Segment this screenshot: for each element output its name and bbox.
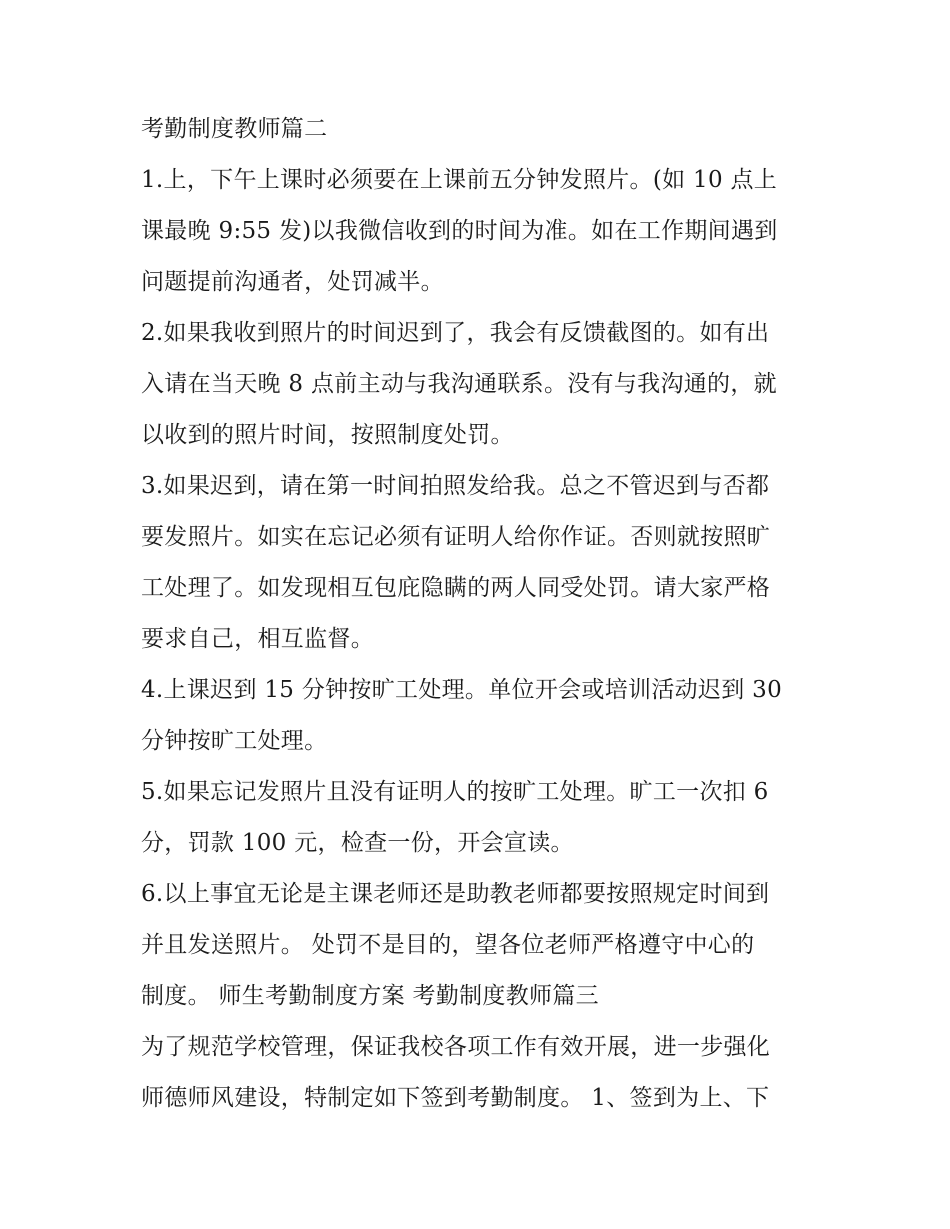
text-line: 1.上，下午上课时必须要在上课前五分钟发照片。(如 10 点上 (141, 167, 778, 193)
text-line: 师德师风建设，特制定如下签到考勤制度。 1、签到为上、下 (141, 1085, 770, 1111)
text-line: 5.如果忘记发照片且没有证明人的按旷工处理。旷工一次扣 6 (141, 779, 769, 805)
text-line: 工处理了。如发现相互包庇隐瞒的两人同受处罚。请大家严格 (141, 575, 771, 601)
text-line: 2.如果我收到照片的时间迟到了，我会有反馈截图的。如有出 (141, 320, 770, 346)
document-body (141, 104, 831, 1124)
text-line: 6.以上事宜无论是主课老师还是助教老师都要按照规定时间到 (141, 881, 770, 907)
text-line: 要发照片。如实在忘记必须有证明人给你作证。否则就按照旷 (141, 524, 771, 550)
text-line: 分钟按旷工处理。 (141, 728, 328, 754)
section-heading: 考勤制度教师篇二 (141, 116, 328, 142)
text-line: 为了规范学校管理，保证我校各项工作有效开展，进一步强化 (141, 1034, 771, 1060)
text-line: 分，罚款 100 元，检查一份，开会宣读。 (141, 830, 574, 856)
text-line: 课最晚 9:55 发)以我微信收到的时间为准。如在工作期间遇到 (141, 218, 778, 244)
text-line: 以收到的照片时间，按照制度处罚。 (141, 422, 514, 448)
text-line: 要求自己，相互监督。 (141, 626, 374, 652)
text-line: 3.如果迟到，请在第一时间拍照发给我。总之不管迟到与否都 (141, 473, 770, 499)
text-line: 问题提前沟通者，处罚减半。 (141, 269, 444, 295)
text-line: 并且发送照片。 处罚不是目的，望各位老师严格遵守中心的 (141, 932, 755, 958)
text-line: 入请在当天晚 8 点前主动与我沟通联系。没有与我沟通的，就 (141, 371, 777, 397)
text-line: 制度。 师生考勤制度方案 考勤制度教师篇三 (141, 983, 599, 1009)
text-line: 4.上课迟到 15 分钟按旷工处理。单位开会或培训活动迟到 30 (141, 677, 783, 703)
